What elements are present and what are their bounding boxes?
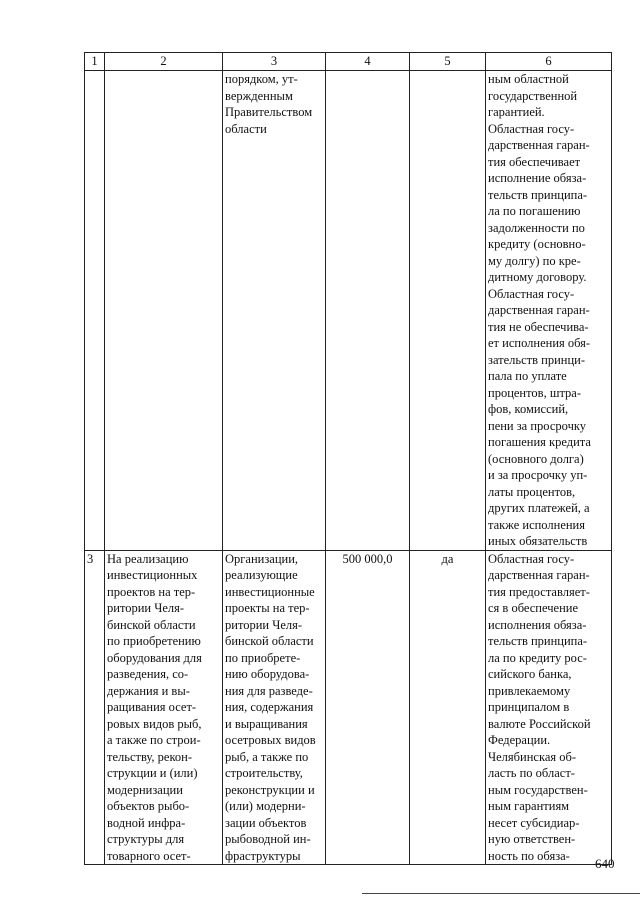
cell-text-line: валюте Российской [488,716,591,731]
cell-text-line: ния для разведе- [225,683,313,698]
cell-text-line: принципалом в [488,700,570,714]
cell-text-line: ным государствен- [488,782,588,797]
cell-text-line: дарственная гаран- [488,303,590,317]
cell-text-line: тельств принципа- [488,187,588,202]
cell-text-line: фов, комиссий, [488,402,569,416]
cell-text-line: ла по кредиту рос- [488,650,587,665]
cell-text-line: Правительством [225,105,313,119]
cell-text-line: держания и вы- [107,683,190,698]
table-row-continuation [85,71,612,551]
cell-text-line: ность по обяза- [488,848,570,863]
cell-text-line: ритории Челя- [225,617,303,632]
cell-text-line: ет исполнения обя- [488,336,591,350]
row1-purpose-cell [105,71,223,551]
cell-text-line: На реализацию [107,551,189,566]
cell-text-line: зательств принци- [488,352,586,367]
cell-text-line: тия предоставляет- [488,584,590,599]
cell-text-line: сийского банка, [488,667,572,681]
row3-number-cell: 3 [85,550,105,865]
cell-text-line: латы процентов, [488,484,576,499]
row1-number-cell [85,71,105,551]
column-number-row [85,53,612,71]
cell-text-line: других платежей, а [488,501,590,515]
cell-text-line: товарного осет- [107,848,191,863]
cell-text-line: ным гарантиям [488,799,570,813]
row3-amount-cell: 500 000,0 [326,550,410,865]
cell-text-line: погашения кредита [488,435,591,449]
cell-text-line: реконструкции и [225,782,315,797]
cell-text-line: инвестиционных [107,568,198,582]
cell-text-line: строительству, [225,766,303,780]
cell-text-line: кредиту (основно- [488,237,586,251]
cell-text-line: области [225,121,267,136]
column-number-1: 1 [85,53,105,71]
cell-text-line: проектов на тер- [107,584,196,599]
cell-text-line: тельству, рекон- [107,749,193,764]
cell-text-line: тельств принципа- [488,634,588,648]
row1-flag-cell [410,71,486,551]
cell-text-line: дарственная гаран- [488,138,590,152]
cell-text-line: объектов рыбо- [107,799,190,813]
cell-text-line: водной инфра- [107,815,186,830]
cell-text-line: Областная госу- [488,121,575,136]
cell-text-line: процентов, штра- [488,385,582,400]
cell-text-line: ся в обеспечение [488,601,578,615]
cell-text-line: проекты на тер- [225,601,310,615]
cell-text-line: порядком, ут- [225,72,298,86]
cell-text-line: ным областной [488,72,569,86]
cell-text-line: Областная госу- [488,551,575,566]
cell-text-line: зации объектов [225,815,307,830]
cell-text-line: пала по уплате [488,369,567,383]
cell-text-line: по приобретению [107,634,201,648]
cell-text-line: Челябинская об- [488,749,577,764]
column-number-4: 4 [326,53,410,71]
cell-text-line: вержденным [225,88,293,103]
row3-recipients-cell [223,550,326,865]
cell-text-line: бинской области [107,617,196,632]
cell-text-line: тия обеспечивает [488,154,581,169]
cell-text-line: рыб, а также по [225,749,309,764]
cell-text-line: инвестиционные [225,584,315,599]
guarantee-table [84,52,612,865]
cell-text-line: ровых видов рыб, [107,716,202,731]
cell-text-line: Организации, [225,551,299,566]
cell-text-line: а также по строи- [107,733,201,747]
cell-text-line: исполнение обяза- [488,171,587,185]
cell-text-line: структуры для [107,832,185,846]
cell-text-line: фраструктуры [225,848,301,863]
cell-text-line: пени за просрочку [488,418,587,433]
cell-text-line: и выращивания [225,716,308,731]
cell-text-line: осетровых видов [225,733,316,747]
cell-text-line: тия не обеспечива- [488,319,589,334]
column-number-2: 2 [105,53,223,71]
row1-amount-cell [326,71,410,551]
cell-text-line: исполнения обяза- [488,617,587,632]
cell-text-line: и за просрочку уп- [488,468,588,482]
cell-text-line: оборудования для [107,650,202,665]
row1-recipients-cell [223,71,326,551]
cell-text-line: иных обязательств [488,534,588,548]
cell-text-line: (основного долга) [488,451,584,466]
cell-text-line: ния, содержания [225,700,314,714]
cell-text-line: (или) модерни- [225,799,306,813]
page-number: 640 [595,856,615,871]
cell-text-line: задолженности по [488,220,585,235]
column-number-5: 5 [410,53,486,71]
column-number-6: 6 [486,53,612,71]
cell-text-line: несет субсидиар- [488,815,580,830]
cell-text-line: ласть по област- [488,766,575,780]
row3-purpose-cell [105,550,223,865]
cell-text-line: дитному договору. [488,270,587,284]
cell-text-line: модернизации [107,782,183,797]
cell-text-line: Областная госу- [488,286,575,301]
row1-conditions-cell [486,71,612,551]
cell-text-line: бинской области [225,634,314,648]
cell-text-line: привлекаемому [488,683,571,698]
bottom-divider [362,893,640,894]
cell-text-line: нию оборудова- [225,667,310,681]
cell-text-line: также исполнения [488,517,585,532]
cell-text-line: рыбоводной ин- [225,832,311,846]
cell-text-line: Федерации. [488,733,551,747]
cell-text-line: ращивания осет- [107,700,197,714]
row3-flag-cell: да [410,550,486,865]
row3-conditions-cell [486,550,612,865]
cell-text-line: реализующие [225,568,298,582]
cell-text-line: му долгу) по кре- [488,253,581,268]
column-number-3: 3 [223,53,326,71]
cell-text-line: ла по погашению [488,204,581,218]
cell-text-line: дарственная гаран- [488,568,590,582]
cell-text-line: ную ответствен- [488,832,576,846]
cell-text-line: ритории Челя- [107,601,185,615]
cell-text-line: струкции и (или) [107,766,198,780]
table-row-3 [85,550,612,865]
cell-text-line: гарантией. [488,105,545,119]
cell-text-line: государственной [488,88,578,103]
cell-text-line: по приобрете- [225,650,301,665]
cell-text-line: разведения, со- [107,667,189,681]
